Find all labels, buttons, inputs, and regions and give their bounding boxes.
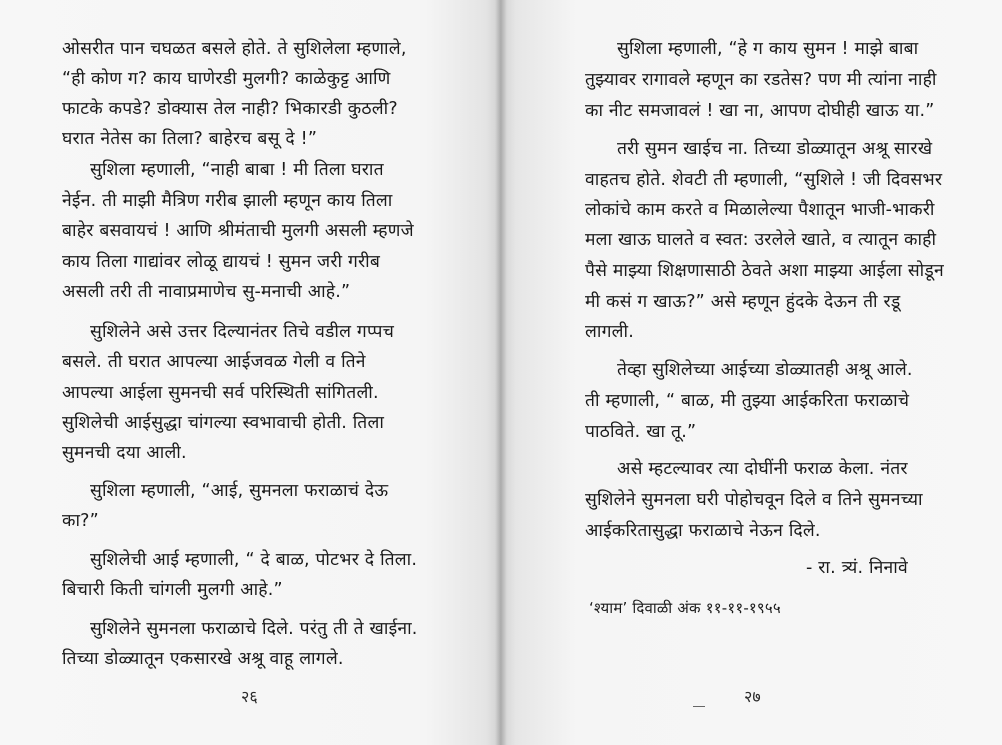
text-line: ती म्हणाली, “ बाळ, मी तुझ्या आईकरिता फराळाचे bbox=[585, 391, 910, 411]
text-line: सुमनची दया आली. bbox=[62, 443, 187, 463]
text-line: सुशिला म्हणाली, “नाही बाबा ! मी तिला घरात bbox=[90, 160, 384, 180]
text-line: बसले. ती घरात आपल्या आईजवळ गेली व तिने bbox=[62, 352, 366, 372]
text-line: “ही कोण ग? काय घाणेरडी मुलगी? काळेकुट्ट आणि bbox=[62, 69, 391, 89]
text-line: सुशिलेची आई म्हणाली, “ दे बाळ, पोटभर दे तिला. bbox=[90, 550, 418, 570]
text-line: पैसे माझ्या शिक्षणासाठी ठेवते अशा माझ्या आईला सोडून bbox=[585, 261, 944, 281]
text-line: आईकरितासुद्धा फराळाचे नेऊन दिले. bbox=[585, 521, 821, 541]
text-line: मी कसं ग खाऊ?” असे म्हणून हुंदके देऊन ती रडू bbox=[585, 292, 901, 312]
text-line: तुझ्यावर रागावले म्हणून का रडतेस? पण मी त्यांना नाही bbox=[585, 70, 937, 90]
text-line: सुशिलेने सुमनला फराळाचे दिले. परंतु ती ते खाईना. bbox=[90, 619, 418, 639]
text-line: सुशिलेने सुमनला घरी पोहोचवून दिले व तिने सुमनच्या bbox=[585, 490, 923, 510]
text-line: वाहतच होते. शेवटी ती म्हणाली, “सुशिले ! जी दिवसभर bbox=[585, 170, 943, 190]
text-line: ओसरीत पान चघळत बसले होते. ते सुशिलेला म्हणाले, bbox=[62, 39, 407, 59]
text-line: तरी सुमन खाईच ना. तिच्या डोळ्यातून अश्रू सारखे bbox=[617, 139, 933, 159]
page-number-left: २६ bbox=[241, 687, 258, 706]
source-line: ‘श्याम’ दिवाळी अंक ११-११-१९५५ bbox=[589, 599, 781, 617]
text-line: लोकांचे काम करते व मिळालेल्या पैशातून भाजी-भाकरी bbox=[585, 200, 935, 220]
text-line: सुशिला म्हणाली, “आई, सुमनला फराळाचं देऊ bbox=[90, 481, 389, 501]
text-line: का?” bbox=[62, 511, 99, 531]
page-divider-dash bbox=[693, 706, 705, 707]
text-line: सुशिलेची आईसुद्धा चांगल्या स्वभावाची होती. तिला bbox=[62, 413, 385, 433]
text-line: आपल्या आईला सुमनची सर्व परिस्थिती सांगितली. bbox=[62, 383, 379, 403]
text-line: का नीट समजावलं ! खा ना, आपण दोघीही खाऊ या.” bbox=[585, 101, 935, 121]
text-line: बिचारी किती चांगली मुलगी आहे.” bbox=[62, 580, 283, 600]
text-line: तिच्या डोळ्यातून एकसारखे अश्रू वाहू लागले. bbox=[62, 649, 344, 669]
text-line: असली तरी ती नावाप्रमाणेच सु-मनाची आहे.” bbox=[62, 282, 351, 302]
text-line: फाटके कपडे? डोक्यास तेल नाही? भिकारडी कुठली? bbox=[62, 99, 398, 119]
text-line: घरात नेतेस का तिला? बाहेरच बसू दे !” bbox=[62, 129, 318, 149]
page-number-right: २७ bbox=[744, 687, 761, 706]
author-line: - रा. त्र्यं. निनावे bbox=[806, 558, 908, 578]
text-line: पाठविते. खा तू.” bbox=[585, 422, 697, 442]
text-line: काय तिला गाद्यांवर लोळू द्यायचं ! सुमन जरी गरीब bbox=[62, 252, 381, 272]
text-line: सुशिलेने असे उत्तर दिल्यानंतर तिचे वडील गप्पच bbox=[90, 322, 395, 342]
text-line: मला खाऊ घालते व स्वत: उरलेले खाते, व त्यातून काही bbox=[585, 230, 937, 250]
book-gutter bbox=[495, 0, 507, 745]
text-line: सुशिला म्हणाली, “हे ग काय सुमन ! माझे बाबा bbox=[617, 39, 919, 59]
text-line: तेव्हा सुशिलेच्या आईच्या डोळ्यातही अश्रू आले. bbox=[617, 360, 913, 380]
text-line: असे म्हटल्यावर त्या दोघींनी फराळ केला. नंतर bbox=[617, 459, 908, 479]
text-line: नेईन. ती माझी मैत्रिण गरीब झाली म्हणून काय तिला bbox=[62, 191, 393, 211]
text-line: बाहेर बसवायचं ! आणि श्रीमंताची मुलगी असली म्हणजे bbox=[62, 221, 414, 241]
text-line: लागली. bbox=[585, 322, 635, 342]
